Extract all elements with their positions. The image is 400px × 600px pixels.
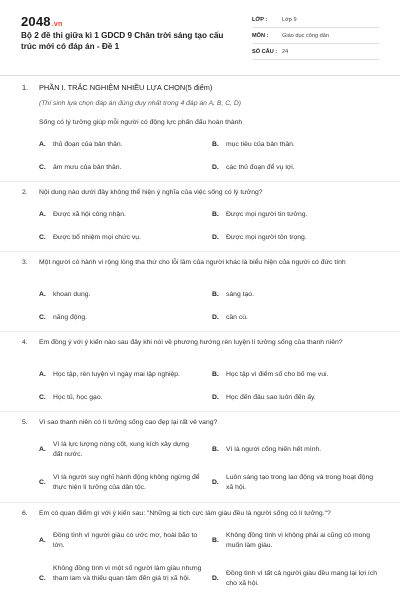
option-letter: A. bbox=[39, 446, 46, 453]
option-letter: B. bbox=[212, 211, 219, 218]
option-letter: C. bbox=[39, 314, 46, 321]
site-logo[interactable] bbox=[21, 14, 62, 29]
option-letter: D. bbox=[212, 164, 219, 171]
question-number: 5. bbox=[22, 419, 28, 426]
logo-suffix: .vn bbox=[51, 21, 63, 28]
option-text: Luôn sáng tạo trong lao động và trong hoạt động xã hội. bbox=[226, 474, 374, 491]
question-number: 6. bbox=[22, 510, 28, 517]
option-b[interactable] bbox=[212, 290, 382, 300]
option-text: cần cù. bbox=[226, 314, 248, 321]
option-letter: C. bbox=[39, 394, 46, 401]
option-c[interactable] bbox=[39, 313, 199, 323]
option-text: Được bổ nhiệm mọi chức vụ. bbox=[53, 234, 141, 241]
option-text: Vì là lực lượng nòng cốt, xung kích xây dựng đất nước. bbox=[53, 441, 189, 458]
question-text: Em đồng ý với ý kiến nào sau đây khi nói về phương hướng rèn luyện lí tưởng sống của thanh niên? bbox=[39, 339, 343, 346]
option-letter: B. bbox=[212, 371, 219, 378]
question bbox=[22, 118, 384, 128]
option-letter: A. bbox=[39, 371, 46, 378]
option-text: Được xã hội công nhận. bbox=[53, 211, 126, 218]
section-number: 1. bbox=[22, 83, 29, 92]
section-heading bbox=[22, 83, 212, 92]
option-letter: A. bbox=[39, 537, 46, 544]
question-number: 2. bbox=[22, 189, 28, 196]
option-a[interactable] bbox=[39, 370, 209, 380]
question-separator bbox=[0, 251, 400, 252]
option-letter: A. bbox=[39, 291, 46, 298]
meta-key: LỚP : bbox=[252, 16, 268, 23]
option-letter: A. bbox=[39, 211, 46, 218]
option-text: thủ đoạn của bản thân. bbox=[53, 141, 123, 148]
option-a[interactable] bbox=[39, 140, 199, 150]
section-instruction: (Thí sinh lựa chọn đáp án đúng duy nhất trong 4 đáp án A, B, C, D) bbox=[39, 100, 242, 107]
question-text: Vì sao thanh niên có lí tưởng sống cao đẹp lại rất vẻ vang? bbox=[39, 419, 218, 426]
option-text: Vì là người cống hiến hết mình. bbox=[226, 446, 322, 453]
option-letter: C. bbox=[39, 234, 46, 241]
option-letter: D. bbox=[212, 314, 219, 321]
option-letter: C. bbox=[39, 479, 46, 486]
document-header bbox=[0, 0, 400, 68]
question bbox=[22, 338, 384, 348]
option-text: Được mọi người tôn trọng. bbox=[226, 234, 307, 241]
option-b[interactable] bbox=[212, 445, 382, 455]
option-c[interactable] bbox=[39, 233, 199, 243]
option-text: năng động. bbox=[53, 314, 88, 321]
option-a[interactable] bbox=[39, 531, 199, 551]
option-text: Không đồng tình vì không phải ai cũng có mong muốn làm giàu. bbox=[226, 532, 370, 549]
option-b[interactable] bbox=[212, 140, 382, 150]
option-letter: D. bbox=[212, 394, 219, 401]
option-c[interactable] bbox=[39, 564, 204, 584]
option-d[interactable] bbox=[212, 569, 382, 589]
option-a[interactable] bbox=[39, 290, 199, 300]
option-text: Học đến đâu sao luôn đến ấy. bbox=[226, 394, 316, 401]
meta-value: Lớp 9 bbox=[282, 16, 297, 23]
question bbox=[22, 258, 384, 268]
meta-row-count bbox=[252, 44, 380, 60]
option-c[interactable] bbox=[39, 473, 204, 493]
option-text: Được mọi người tin tưởng. bbox=[226, 211, 308, 218]
question-separator bbox=[0, 331, 400, 332]
meta-key: SỐ CÂU : bbox=[252, 48, 278, 55]
question-text: Sống có lý tưởng giúp mỗi người có động lực phấn đấu hoàn thành bbox=[39, 119, 243, 126]
option-d[interactable] bbox=[212, 313, 382, 323]
question bbox=[22, 418, 384, 428]
option-text: Đồng tình vì người giàu có ước mơ, hoài bão to lớn. bbox=[53, 532, 198, 549]
option-letter: D. bbox=[212, 479, 219, 486]
option-letter: B. bbox=[212, 291, 219, 298]
option-letter: C. bbox=[39, 164, 46, 171]
meta-value: 24 bbox=[282, 48, 289, 55]
question bbox=[22, 188, 384, 198]
question-separator bbox=[0, 411, 400, 412]
option-letter: B. bbox=[212, 446, 219, 453]
option-text: Vì là người suy nghĩ hành động không ngừng để thực hiện lí tưởng của dân tộc. bbox=[53, 474, 200, 491]
document-title: Bộ 2 đề thi giữa kì 1 GDCD 9 Chân trời sáng tạo cấu trúc mới có đáp án - Đề 1 bbox=[21, 31, 224, 51]
option-d[interactable] bbox=[212, 473, 382, 493]
question-text: Nội dung nào dưới đây không thể hiện ý nghĩa của việc sống có lý tưởng? bbox=[39, 189, 263, 196]
option-letter: C. bbox=[39, 575, 46, 582]
question-text: Em có quan điểm gì với ý kiến sau: "Những ai tích cực làm giàu đều là người sống có lí tưởng."? bbox=[39, 510, 331, 517]
option-text: các thủ đoạn để vụ lợi. bbox=[226, 164, 295, 171]
section-title: PHẦN I. TRẮC NGHIỆM NHIỀU LỰA CHỌN(5 điểm) bbox=[39, 83, 213, 92]
option-d[interactable] bbox=[212, 163, 382, 173]
meta-table bbox=[252, 12, 380, 60]
option-text: khoan dung. bbox=[53, 291, 91, 298]
option-d[interactable] bbox=[212, 233, 382, 243]
option-text: âm mưu của bản thân. bbox=[53, 164, 122, 171]
option-text: Đồng tình vì tất cả người giàu đều mang lại lợi ích cho xã hội. bbox=[226, 570, 377, 587]
option-c[interactable] bbox=[39, 393, 199, 403]
option-letter: A. bbox=[39, 141, 46, 148]
question bbox=[22, 509, 384, 519]
question-separator bbox=[0, 181, 400, 182]
option-text: Học tập, rèn luyện vì ngày mai lập nghiệp. bbox=[53, 371, 180, 378]
option-b[interactable] bbox=[212, 370, 382, 380]
meta-value: Giáo dục công dân bbox=[282, 32, 329, 39]
option-letter: D. bbox=[212, 234, 219, 241]
meta-row-class bbox=[252, 12, 380, 28]
option-text: sáng tạo. bbox=[226, 291, 254, 298]
header-divider bbox=[0, 75, 400, 76]
option-letter: D. bbox=[212, 575, 219, 582]
logo-text: 2048 bbox=[21, 14, 51, 29]
question-text: Một người có hành vi rộng lòng tha thứ cho lỗi lầm của người khác là biểu hiện của người có đức tính bbox=[39, 259, 346, 266]
option-d[interactable] bbox=[212, 393, 382, 403]
option-a[interactable] bbox=[39, 440, 199, 460]
question-separator bbox=[0, 502, 400, 503]
option-a[interactable] bbox=[39, 210, 199, 220]
option-c[interactable] bbox=[39, 163, 199, 173]
option-text: mục tiêu của bản thân. bbox=[226, 141, 295, 148]
option-b[interactable] bbox=[212, 210, 382, 220]
option-text: Không đồng tình vì một số người làm giàu nhưng tham lam và thiếu quan tâm đến giá trị xã hội. bbox=[53, 565, 202, 582]
question-number: 4. bbox=[22, 339, 28, 346]
option-text: Học tủ, học gạo. bbox=[53, 394, 103, 401]
option-text: Học tập vì điểm số cho bố mẹ vui. bbox=[226, 371, 329, 378]
question-number: 3. bbox=[22, 259, 28, 266]
option-b[interactable] bbox=[212, 531, 382, 551]
option-letter: B. bbox=[212, 537, 219, 544]
option-letter: B. bbox=[212, 141, 219, 148]
meta-key: MÔN : bbox=[252, 32, 269, 39]
meta-row-subject bbox=[252, 28, 380, 44]
